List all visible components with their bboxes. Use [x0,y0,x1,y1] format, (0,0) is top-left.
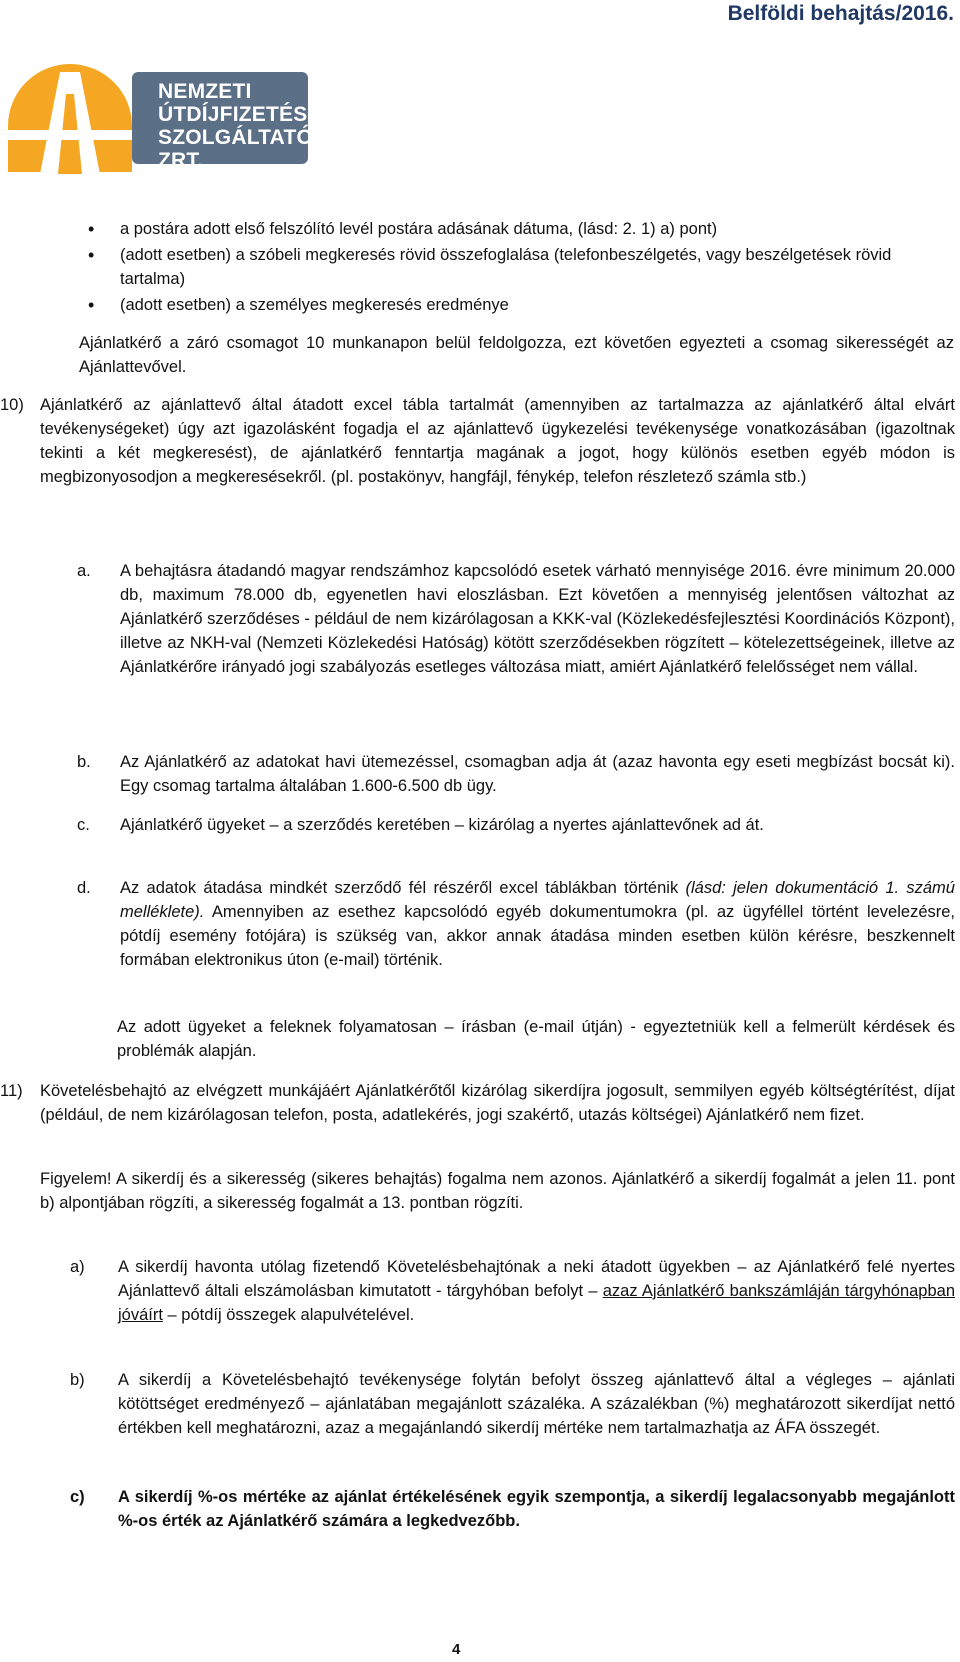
list-label: a. [77,562,91,580]
logo-text-line2: ÚTDÍJFIZETÉSI [158,103,314,126]
list-item-text: A behajtásra átadandó magyar rendszámhoz kapcsolódó esetek várható mennyisége 2016. évre minimum 20.000 db, maximum 78.000 db, egyenetlen havi eloszlásban. Ezt követően a mennyiség jelentősen változhat az Ajánlatkérő szerződéses - például de nem kizárólagosan a KKK-val (Közlekedésfejlesztési Koordinációs Központ), illetve az NKH-val (Nemzeti Közlekedési Hatóság) kötött szerződésekben rögzített – kötelezettségeinek, illetve az Ajánlatkérőre irányadó jogi szabályozás esetleges változása miatt, amiért Ajánlatkérő felelősséget nem vállal. [120,562,955,676]
list-item-text-part: Amennyiben az esethez kapcsolódó egyéb dokumentumokra (pl. az ügyféllel történt levelezésre, pótdíj esemény fotójára) is szükség van, akkor annak átadása minden esetben külön kérésre, beszkennelt formában elektronikus úton (e-mail) történik. [120,903,955,969]
section-11-text: Követelésbehajtó az elvégzett munkájáért Ajánlatkérőtől kizárólag sikerdíjra jogosult, semmilyen egyéb költségtérítést, díjat (például, de nem kizárólagosan telefon, posta, adatlekérés, jogi szakértő, utazás költségei) Ajánlatkérő nem fizet. [40,1082,955,1124]
list-item-text-part: A sikerdíj havonta utólag fizetendő Követelésbehajtónak a neki átadott ügyekben – az Ajánlatkérő felé nyertes Ajánlattevő általi elszámolásban kimutatott - tárgyhóban befolyt – [118,1258,955,1300]
list-item-d [77,876,955,972]
list-item-a-paren [70,1255,955,1327]
list-label: a) [70,1258,85,1276]
list-item-b [77,750,955,798]
bullet-list [88,217,958,319]
list-item-text-part: – pótdíj összegek alapulvételével. [162,1306,415,1324]
list-label: b. [77,753,91,771]
bullet-item: • a postára adott első felszólító levél postára adásának dátuma, (lásd: 2. 1) a) pont) [88,217,958,241]
page-number: 4 [452,1641,461,1658]
paragraph-intro: Ajánlatkérő a záró csomagot 10 munkanapon belül feldolgozza, ezt követően egyezteti a csomag sikerességét az Ajánlattevővel. [79,334,954,376]
section-11 [0,1079,955,1127]
section-11-note: Figyelem! A sikerdíj és a sikeresség (sikeres behajtás) fogalma nem azonos. Ajánlatkérő a sikerdíj fogalmát a jelen 11. pont b) alpontjában rögzíti, a sikeresség fogalmát a 13. pontban rögzíti. [40,1170,955,1212]
bullet-item: • (adott esetben) a személyes megkeresés eredménye [88,293,958,317]
logo-text-line1: NEMZETI [158,80,252,103]
list-item-text: A sikerdíj a Követelésbehajtó tevékenysége folytán befolyt összeg ajánlattevő által a végleges – ajánlati kötöttséget eredményező – ajánlatában megajánlott százaléka. A százalékban (%) meghatározott sikerdíjat nettó értékben kell meghatározni, azaz a megajánlandó sikerdíj mértéke nem tartalmazhatja az ÁFA összegét. [118,1371,955,1437]
list-item-text-underlined: azaz Ajánlatkérő bankszámláján tárgyhónapban jóváírt [118,1282,956,1324]
section-number: 10) [0,396,24,414]
section-10-text: Ajánlatkérő az ajánlattevő által átadott excel tábla tartalmát (amennyiben az tartalmazza az ajánlatkérő által elvárt tevékenységeket) úgy azt igazolásként fogadja el az ajánlattevő ügykezelési tevékenysége vonatkozásában (igazoltnak tekinti a két megkeresést), de ajánlatkérő fenntartja magának a jogot, hogy különös esetben egyéb módon is megbizonyosodjon a megkeresésekről. (pl. postakönyv, hangfájl, fénykép, telefon részletező számla stb.) [40,396,955,486]
list-item-c [77,813,955,837]
list-label: d. [77,879,91,897]
list-label: b) [70,1371,85,1389]
list-item-b-paren [70,1368,955,1440]
company-logo [8,54,328,184]
list-item-text-italic: (lásd: jelen dokumentáció 1. számú melléklete). [120,879,955,921]
list-item-text: Ajánlatkérő ügyeket – a szerződés keretében – kizárólag a nyertes ajánlattevőnek ad át. [120,816,764,834]
list-item-text: Az Ajánlatkérő az adatokat havi ütemezéssel, csomagban adja át (azaz havonta egy eseti megbízást bocsát ki). Egy csomag tartalma általában 1.600-6.500 db ügy. [120,753,955,795]
list-item-text: A sikerdíj %-os mértéke az ajánlat értékelésének egyik szempontja, a sikerdíj legalacsonyabb megajánlott %-os érték az Ajánlatkérő számára a legkedvezőbb. [118,1488,955,1530]
section-number: 11) [0,1082,23,1100]
list-item-a [77,559,955,679]
section-10 [0,393,955,489]
list-item-c-paren [70,1485,955,1533]
list-item-text [70,1255,955,1327]
document-header-title: Belföldi behajtás/2016. [727,2,954,25]
list-label: c. [77,816,90,834]
list-label: c) [70,1488,85,1506]
list-item-text-part: Az adatok átadása mindkét szerződő fél részéről excel táblákban történik [120,879,686,897]
list-item-text [77,876,955,972]
bullet-item: • (adott esetben) a szóbeli megkeresés rövid összefoglalása (telefonbeszélgetés, vagy beszélgetések rövid tartalma) [88,243,958,291]
section-10-closing: Az adott ügyeket a feleknek folyamatosan – írásban (e-mail útján) - egyeztetniük kell a felmerült kérdések és problémák alapján. [117,1018,955,1060]
logo-text-line3: SZOLGÁLTATÓ ZRT. [158,126,314,172]
